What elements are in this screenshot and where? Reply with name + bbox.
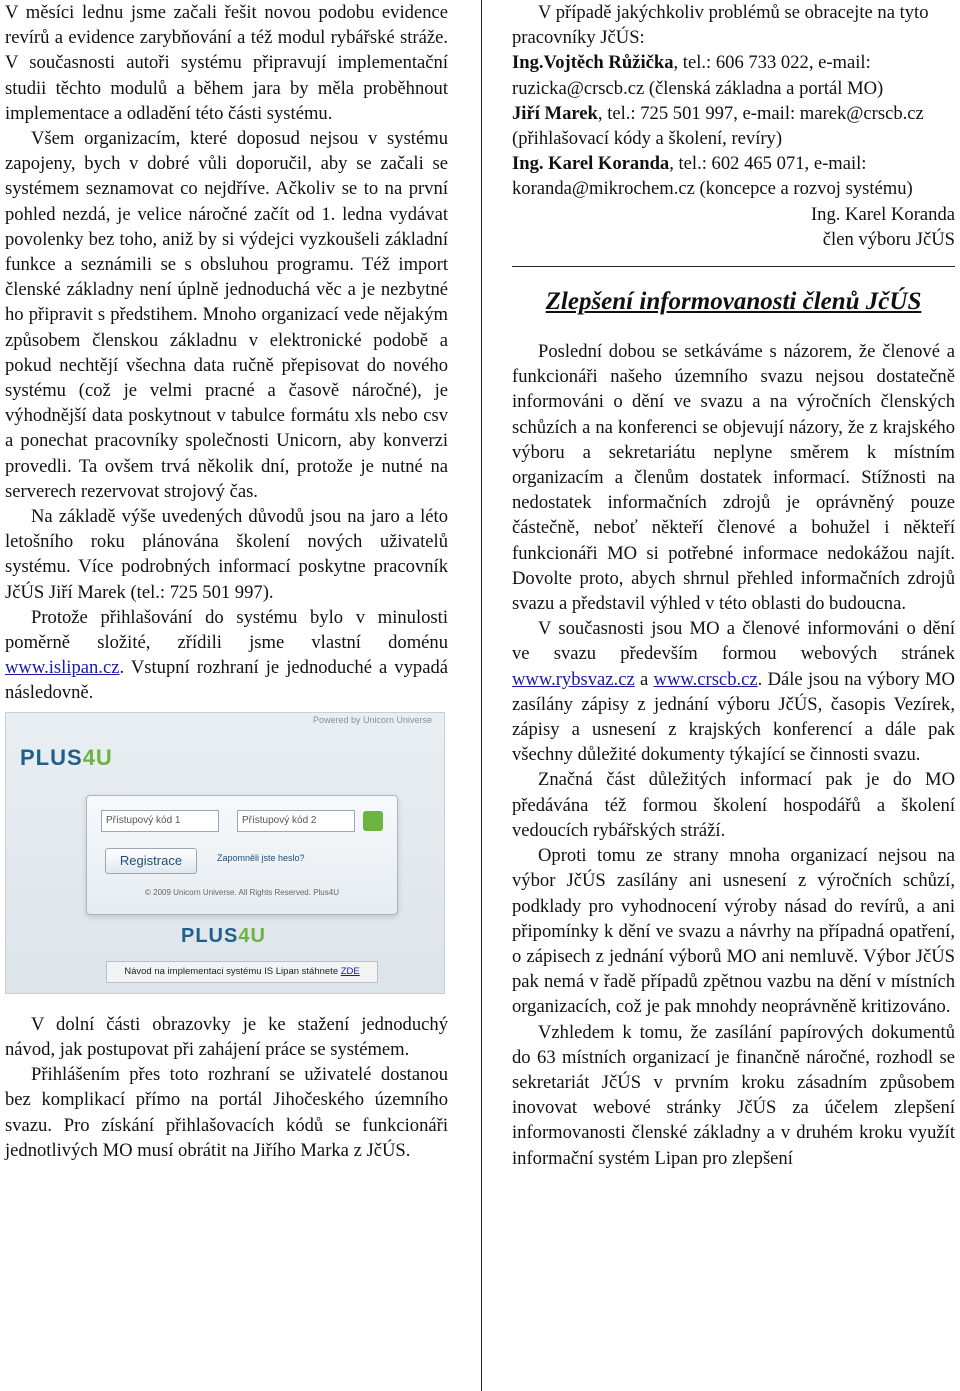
- column-divider: [481, 0, 482, 1391]
- logo-accent: 4U: [82, 744, 113, 770]
- paragraph-opinion: Poslední dobou se setkáváme s názorem, že členové a funkcionáři našeho územního svazu nejsou dostatečně informováni o dění ve svazu a na výročních členských schůzích a na konferenci se objevují názory, že z krajského výboru a sekretariátu neplyne směrem k místním organizacím a členům dostatek informací. Stížnosti na nedostatek informačních zdrojů je oprávněný pouze částečně, neboť někteří členové a bohužel i někteří funkcionáři MO si potřebné informace nedokážou najít. Dovolte proto, abych shrnul přehled informačních zdrojů svazu a představil výhled v této oblasti do budoucna.: [512, 341, 955, 615]
- contact-marek-name: Jiří Marek: [512, 102, 598, 124]
- islipan-link[interactable]: www.islipan.cz: [5, 657, 120, 679]
- rybsvaz-link[interactable]: www.rybsvaz.cz: [512, 668, 635, 690]
- paragraph-innovation: Vzhledem k tomu, že zasílání papírových dokumentů do 63 místních organizací je finančně náročné, rozhodl se sekretariát JčÚS v prvním kroku zásadním způsobem inovovat webové stránky JčÚS za účelem zlepšení informovanosti členské základny a v druhém kroku využít informační systém Lipan pro zlepšení: [512, 1021, 955, 1169]
- left-column: [5, 0, 448, 1163]
- right-column: [512, 0, 955, 1171]
- section-divider: [512, 266, 955, 267]
- contact-ruzicka-details: , tel.: 606 733 022, e-mail: ruzicka@crscb.cz (členská základna a portál MO): [512, 52, 884, 99]
- article-heading: Zlepšení informovanosti členů JčÚS: [545, 288, 922, 316]
- guide-text: Návod na implementaci systému IS Lipan stáhnete: [124, 965, 339, 977]
- contact-marek: [512, 101, 955, 151]
- contact-marek-details: , tel.: 725 501 997, e-mail: marek@crscb.cz (přihlašovací kódy a školení, revíry): [512, 102, 924, 150]
- contacts-intro: V případě jakýchkoliv problémů se obracejte na tyto pracovníky JčÚS:: [512, 2, 929, 49]
- paragraph-training: Na základě výše uvedených důvodů jsou na jaro a léto letošního roku plánována školení nových uživatelů systému. Více podrobných informací poskytne pracovník JčÚS Jiří Marek (tel.: 725 501 997).: [5, 506, 448, 603]
- paragraph-domain-text-end: . Vstupní rozhraní je jednoduché a vypadá následovně.: [5, 657, 448, 704]
- logo-text-bottom: PLUS: [181, 924, 239, 947]
- access-code-1-field[interactable]: Přístupový kód 1: [101, 810, 219, 832]
- signature-name: Ing. Karel Koranda: [810, 203, 955, 225]
- paragraph-websites-text-end: . Dále jsou na výbory MO zasílány zápisy z jednání výboru JčÚS, časopis Vezírek, zápisy a usnesení z krajských konferencí a dále pak všechny důležité dokumenty týkající se činnosti svazu.: [512, 668, 955, 766]
- login-go-icon[interactable]: [363, 811, 383, 831]
- paragraph-modules: V měsíci lednu jsme začali řešit novou podobu evidence revírů a evidence zarybňování a též modul rybářské stráže. V současnosti autoři systému připravují implementační studii těchto modulů a během jara by měla proběhnout implementace a odladění této části systému.: [5, 2, 448, 124]
- paragraph-websites: [512, 616, 955, 767]
- register-button[interactable]: Registrace: [105, 848, 197, 874]
- contact-ruzicka-name: Ing.Vojtěch Růžička: [512, 52, 674, 74]
- paragraph-trainings: Značná část důležitých informací pak je do MO předávána též formou školení hospodářů a školení vedoucích rybářských stráží.: [512, 769, 955, 841]
- paragraph-websites-text: V současnosti jsou MO a členové informováni o dění ve svazu především formou webových stránek: [512, 618, 955, 665]
- login-screenshot: [5, 712, 445, 994]
- crscb-link[interactable]: www.crscb.cz: [653, 668, 758, 690]
- logo-text: PLUS: [20, 744, 83, 770]
- access-code-2-field[interactable]: Přístupový kód 2: [237, 810, 355, 832]
- signature-role: člen výboru JčÚS: [822, 228, 955, 250]
- contact-koranda-name: Ing. Karel Koranda: [512, 153, 670, 175]
- guide-download-link[interactable]: ZDE: [340, 965, 360, 977]
- paragraph-guide: V dolní části obrazovky je ke stažení jednoduchý návod, jak postupovat při zahájení práce se systémem.: [5, 1013, 448, 1060]
- paragraph-domain-text: Protože přihlašování do systému bylo v minulosti poměrně složité, zřídili jsme vlastní doménu: [5, 606, 448, 654]
- paragraph-recommendation: Všem organizacím, které doposud nejsou v systému zapojeny, bych v dobré vůli doporučil, aby se začali se systémem seznamovat co nejdříve. Ačkoliv se to na první pohled nezdá, je velice náročné začít od 1. ledna vydávat povolenky bez toho, aniž by si výdejci vyzkoušeli základní funkce a seznámili se s obsluhou programu. Též import členské základny není úplně jednoduchá věc a je nezbytné ho připravit s předstihem. Mnoho organizací vede nějakým způsobem členskou základnu v elektronické podobě a pokud nechtějí všechna data ručně přepisovat do nového systému (což je velmi pracné a časově náročné), je výhodnější data poskytnout v tabulce formátu xls nebo csv a ponechat pracovníky společnosti Unicorn, aby konverzi provedli. Ta ovšem trvá několik dní, protože je nutné na serverech rezervovat strojový čas.: [5, 128, 448, 502]
- paragraph-login: Přihlášením přes toto rozhraní se uživatelé dostanou bez komplikací přímo na portál Jihočeského územního svazu. Pro získání přihlašovacích kódů se funkcionáři jednotlivých MO musí obrátit na Jiřího Marka z JčÚS.: [5, 1064, 448, 1161]
- paragraph-feedback: Oproti tomu ze strany mnoha organizací nejsou na výbor JčÚS zasílány ani usnesení z výročních schůzí, podklady pro vyhodnocení výroby násad do revírů, a ani připomínky k dění ve svazu a návrhy na případná opatření, o zápisech z jednání výborů MO ani nemluvě. Výbor JčÚS pak nemá v řadě případů zpětnou vazbu na dění v místních organizacích, což je pak mnohdy neoprávněně kritizováno.: [512, 845, 955, 1018]
- contact-ruzicka: [512, 50, 955, 100]
- paragraph-websites-and: a: [634, 668, 654, 690]
- paragraph-domain: [5, 605, 448, 706]
- powered-by-label: Powered by Unicorn Universe: [312, 714, 432, 725]
- login-panel: [86, 795, 398, 915]
- plus4u-logo-bottom: [181, 925, 266, 948]
- contact-koranda: [512, 151, 955, 201]
- plus4u-logo: [20, 745, 113, 771]
- contact-koranda-details: , tel.: 602 465 071, e-mail: koranda@mikrochem.cz (koncepce a rozvoj systému): [512, 153, 913, 200]
- guide-download-box: [106, 961, 378, 983]
- logo-accent-bottom: 4U: [238, 924, 266, 947]
- forgot-password-link[interactable]: Zapomněli jste heslo?: [217, 852, 305, 863]
- copyright-text: © 2009 Unicorn Universe. All Rights Reserved. Plus4U: [145, 887, 339, 897]
